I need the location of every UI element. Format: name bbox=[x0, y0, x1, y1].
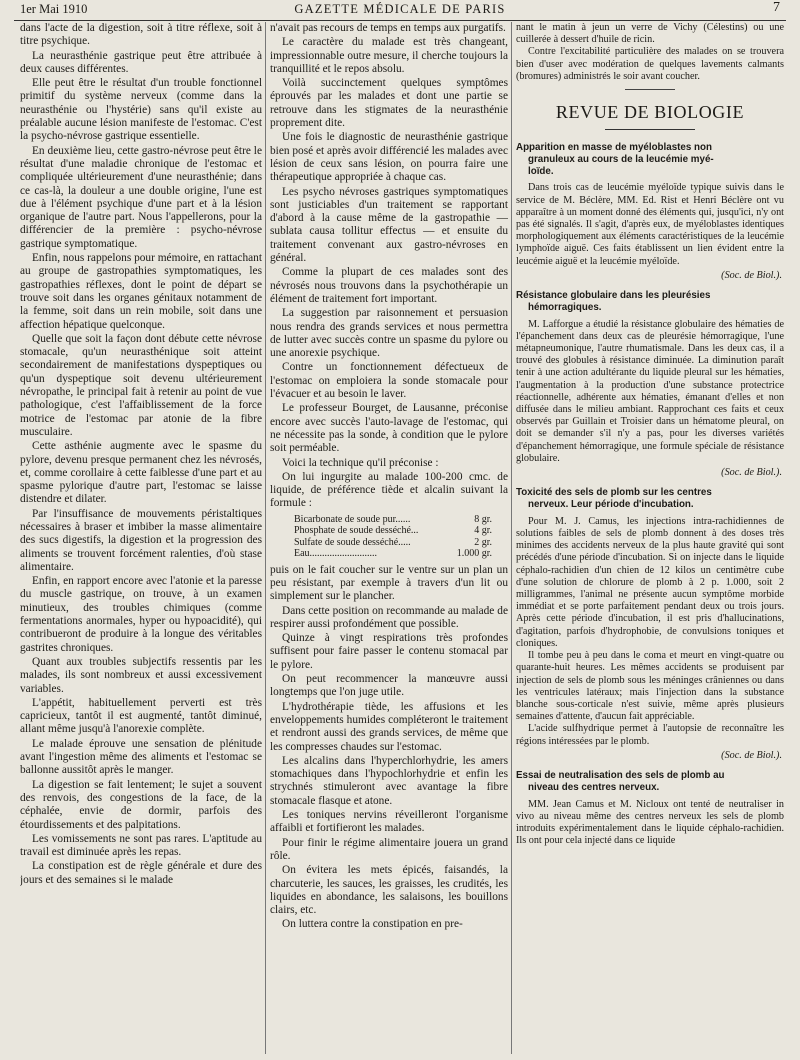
formula-table bbox=[294, 514, 508, 560]
formula-quantity: 8 gr. bbox=[474, 513, 492, 525]
column-divider bbox=[265, 22, 266, 1054]
article-source: (Soc. de Biol.). bbox=[721, 269, 782, 281]
paragraph: nant le matin à jeun un verre de Vichy (Célestins) ou une cuillerée à dessert d'huile de ricin. bbox=[516, 22, 784, 46]
section-title: REVUE DE BIOLOGIE bbox=[555, 102, 745, 123]
article bbox=[516, 142, 784, 282]
paragraph: Contre l'excitabilité particulière des malades on se trouvera bien d'user avec modération de quelques lavements calmants (bromures) administrés le soir avant coucher. bbox=[516, 46, 784, 82]
separator-rule bbox=[625, 89, 675, 90]
article-title-line: Résistance globulaire dans les pleurésies bbox=[516, 290, 711, 302]
paragraph: Le caractère du malade est très changeant, impressionnable outre mesure, il cherche toujours la tranquillité et le repos absolu. bbox=[270, 36, 508, 75]
paragraph: En deuxième lieu, cette gastro-névrose peut être le résultat d'une maladie chronique de l'estomac et compliquée ultérieurement d'une neurasthénie; dans ce cas-là, la douleur a une double origine, l'une est due à l'élément psychique d'une part et à la lésion organique de l'autre part. Nous l'appellerons, pour la différencier de la première : psycho-névrose gastrique symptomatique. bbox=[20, 144, 262, 250]
paragraph: La suggestion par raisonnement et persuasion nous rendra des grands services et nous permettra de lutter avec succès contre un spasme du pylore ou une anorexie psychique. bbox=[270, 307, 508, 360]
column-2-text-top bbox=[270, 22, 508, 511]
paragraph: Le malade éprouve une sensation de plénitude avant l'ingestion même des aliments et l'estomac se ballonne aussitôt après le manger. bbox=[20, 737, 262, 777]
article-source: (Soc. de Biol.). bbox=[721, 467, 782, 479]
page-number: 7 bbox=[773, 0, 780, 15]
article-paragraph: Dans trois cas de leucémie myéloïde typique suivis dans le service de M. Béclère, MM. Ed. Rist et Henri Béclère ont vu apparaître à un moment donné des éléments qui, jusqu'ici, n'y ont pas été signalés. Il s'agit, d'après eux, de myéloblastes identiques morphologiquement aux éléments caractéristiques de la leucémie lymphoïde aiguë. Ces faits établissent un lien évident entre la leucémie aiguë et la leucémie myéloïde. bbox=[516, 182, 784, 267]
column-2-text-bottom bbox=[270, 564, 508, 932]
paragraph: Comme la plupart de ces malades sont des névrosés nous trouvons dans la psychothérapie un élément de traitement fort important. bbox=[270, 266, 508, 305]
paragraph: Voilà succinctement quelques symptômes éprouvés par les malades et dont une partie se retrouve dans les stigmates de la neurasthénie proprement dite. bbox=[270, 77, 508, 130]
article-paragraph: M. Lafforgue a étudié la résistance globulaire des hématies de l'épanchement dans deux cas de pleurésie hémorragique, l'une métapneumonique, l'autre rhumatismale. Dans les deux cas, il a trouvé des globules à résistance diminuée. La diminution paraît tenir à une action adultérante du liquide pleural sur les hématies, l'augmentation à la production d'une substance protectrice réactionnelle, adhérente aux hématies, émanant d'elles et non diffusée dans le milieu ambiant. Rapprochant ces faits et ceux observés par Guillain et Troisier dans un hématome pleural, on doit se demander s'il n'y a pas, pour les diverses variétés d'épanchement hémorragique, une formule spéciale de résistance globulaire. bbox=[516, 318, 784, 464]
paragraph: Contre un fonctionnement défectueux de l'estomac on emploiera la sonde stomacale pour l'évacuer et au besoin le laver. bbox=[270, 361, 508, 401]
column-1 bbox=[20, 22, 262, 1054]
paragraph: L'hydrothérapie tiède, les affusions et les enveloppements humides compléteront le traitement et rendront aussi des grands services, de même que les compresses chaudes sur l'estomac. bbox=[270, 700, 508, 753]
article-paragraph: Pour M. J. Camus, les injections intra-rachidiennes de solutions faibles de sels de plomb donnent à des doses très minimes des accidents nerveux de la plus haute gravité qui sont précédés d'une période d'incubation. Si on injecte dans le liquide céphalo-rachidien d'un chien de 12 kilos un centimètre cube d'une solution de chlorure de plomb à 2 p. 1.000, soit 2 milligrammes, l'animal ne présente aucun symptôme morbide immédiat et se porte parfaitement pendant deux ou trois jours. Après cette période d'incubation, il est pris d'hallucinations, d'agitation, parfois d'hydrophobie, de convulsions toniques et cloniques. bbox=[516, 515, 784, 649]
paragraph: On luttera contre la constipation en pre- bbox=[282, 918, 463, 931]
paragraph: La neurasthénie gastrique peut être attribuée à deux causes différentes. bbox=[20, 49, 262, 75]
article-title-line: Toxicité des sels de plomb sur les centres bbox=[516, 487, 712, 499]
article-title bbox=[516, 487, 784, 511]
paragraph: Les vomissements ne sont pas rares. L'aptitude au travail est diminuée après les repas. bbox=[20, 832, 262, 859]
issue-date: 1er Mai 1910 bbox=[20, 2, 88, 16]
paragraph: Quant aux troubles subjectifs ressentis par les malades, ils sont nombreux et aussi excessivement variables. bbox=[20, 655, 262, 695]
article-paragraph: L'acide sulfhydrique permet à l'autopsie de reconnaître les régions intéressées par le plomb. bbox=[516, 723, 784, 747]
formula-ingredient: Sulfate de soude desséché..... bbox=[294, 536, 411, 548]
paragraph: Le professeur Bourget, de Lausanne, préconise encore avec succès l'auto-lavage de l'estomac, qui ne nécessite pas la sonde, à condition que le pylore soit perméable. bbox=[270, 402, 508, 455]
formula-ingredient: Phosphate de soude desséché... bbox=[294, 525, 419, 537]
article-title bbox=[516, 290, 784, 314]
column-3-text-top bbox=[516, 22, 784, 83]
formula-quantity: 1.000 gr. bbox=[456, 548, 492, 560]
paragraph: dans l'acte de la digestion, soit à titre réflexe, soit à titre psychique. bbox=[20, 22, 262, 48]
paragraph: Une fois le diagnostic de neurasthénie gastrique bien posé et après avoir différencié les malades avec lésion de ceux sans lésion, on pourra faire une thérapeutique appropriée à chaque cas. bbox=[270, 131, 508, 184]
paragraph: Pour finir le régime alimentaire jouera un grand rôle. bbox=[270, 836, 508, 862]
column-3 bbox=[516, 22, 784, 1054]
paragraph: Les psycho névroses gastriques symptomatiques sont justiciables d'un traitement se rapportant d'abord à la cause même de la gastropathie — sublata causa tollitur effectus — et ensuite du traitement convenant aux gastro-névroses en général. bbox=[270, 185, 508, 265]
formula-ingredient: Bicarbonate de soude pur...... bbox=[294, 513, 411, 525]
article-title-line: granuleux au cours de la leucémie myé- bbox=[528, 153, 714, 165]
article bbox=[516, 770, 784, 847]
article-title-line: Apparition en masse de myéloblastes non bbox=[516, 142, 712, 154]
paragraph: Les alcalins dans l'hyperchlorhydrie, les amers stomachiques dans l'hypochlorhydrie et enfin les strychnés stimuleront avec avantage la fibre stomacale flasque et atone. bbox=[270, 754, 508, 807]
biology-articles bbox=[516, 142, 784, 847]
formula-row bbox=[294, 525, 492, 537]
paragraph: Par l'insuffisance de mouvements péristaltiques nécessaires à braser et imbiber la masse alimentaire des sucs digestifs, la digestion et la progression des aliments se trouvent forcément ralenties, d'où stase alimentaire. bbox=[20, 507, 262, 573]
article-paragraph: MM. Jean Camus et M. Nicloux ont tenté de neutraliser in vivo au niveau même des centres nerveux les sels de plomb introduits expérimentalement dans le liquide céphalo-rachidien. Ils ont pour cela injecté dans ce liquide bbox=[516, 798, 784, 847]
paragraph: On peut recommencer la manœuvre aussi longtemps que l'on juge utile. bbox=[270, 673, 508, 699]
article bbox=[516, 487, 784, 762]
section-title-rule bbox=[605, 129, 695, 130]
formula-row bbox=[294, 548, 492, 560]
article-title-line: niveau des centres nerveux. bbox=[528, 781, 660, 793]
header-rule bbox=[14, 20, 786, 21]
paragraph: Quelle que soit la façon dont débute cette névrose stomacale, qu'un neurasthénique soit atteint secondairement de manifestations dyspeptiques ou qu'un dyspeptique soit devenu ultérieurement névropathe, le principal fait à retenir au point de vue pathologique, c'est l'affaiblissement de la force motrice de l'estomac par atonie de la fibre musculaire. bbox=[20, 332, 262, 438]
article-title-line: hémorragiques. bbox=[528, 301, 602, 313]
paragraph: Les toniques nervins réveilleront l'organisme affaibli et fortifieront les malades. bbox=[270, 809, 508, 835]
paragraph: Elle peut être le résultat d'un trouble fonctionnel primitif du système nerveux (comme dans la neurasthénie ou l'hystérie) sans qu'il existe au préalable aucune lésion manifeste de l'estomac. C'est la psycho-névrose gastrique essentielle. bbox=[20, 77, 262, 143]
formula-row bbox=[294, 537, 492, 549]
article-title-line: nerveux. Leur période d'incubation. bbox=[528, 499, 694, 511]
article-title bbox=[516, 770, 784, 794]
paragraph: Enfin, nous rappelons pour mémoire, en rattachant au groupe de gastropathies symptomatiques, les gastropathies réflexes, dont le point de départ se trouve soit dans les organes génitaux notamment de la femme, soit dans un rein mobile, soit dans une affection hépatique quelconque. bbox=[20, 252, 262, 331]
paragraph: On lui ingurgite au malade 100-200 cmc. de liquide, de préférence tiède et alcalin suivant la formule : bbox=[270, 470, 508, 510]
paragraph: Enfin, en rapport encore avec l'atonie et la paresse du muscle gastrique, on trouve, à un examen minutieux, des troubles chimiques (comme fermentations anormales, hyper ou hypoacidité), qui contribueront de produire à la longue des véritables gastrites chroniques. bbox=[20, 575, 262, 654]
article-title-line: loïde. bbox=[528, 165, 554, 177]
column-divider bbox=[511, 22, 512, 1054]
article-source: (Soc. de Biol.). bbox=[721, 749, 782, 761]
formula-row bbox=[294, 514, 492, 526]
paragraph: On évitera les mets épicés, faisandés, la charcuterie, les sauces, les graisses, les crudités, les liquides en abondance, les salaisons, les bouillons clairs, etc. bbox=[270, 864, 508, 917]
paragraph: n'avait pas recours de temps en temps aux purgatifs. bbox=[270, 22, 506, 34]
paragraph: L'appétit, habituellement perverti est très capricieux, tantôt il est augmenté, tantôt diminué, allant même jusqu'à l'anorexie complète. bbox=[20, 696, 262, 736]
paragraph: Quinze à vingt respirations très profondes suffisent pour faire passer le contenu stomacal par le pylore. bbox=[270, 632, 508, 671]
formula-ingredient: Eau........................... bbox=[294, 548, 378, 560]
paragraph: Voici la technique qu'il préconise : bbox=[282, 456, 439, 469]
paragraph: Cette asthénie augmente avec le spasme du pylore, devenu presque permanent chez les névrosés, et, comme corollaire à cette faiblesse d'une part et au spasme pylorique d'autre part, l'estomac se laisse distendre et dilater. bbox=[20, 440, 262, 506]
paragraph: La constipation est de règle générale et dure des jours et des semaines si le malade bbox=[20, 860, 262, 886]
article-title bbox=[516, 142, 784, 177]
formula-quantity: 2 gr. bbox=[474, 536, 492, 548]
page-header bbox=[14, 0, 786, 22]
article-title-line: Essai de neutralisation des sels de plomb au bbox=[516, 769, 725, 781]
paragraph: La digestion se fait lentement; le sujet a souvent des renvois, des congestions de la face, de la céphalée, envie de dormir, parfois des étourdissements et des palpitations. bbox=[20, 778, 262, 831]
journal-title: GAZETTE MÉDICALE DE PARIS bbox=[294, 2, 506, 16]
paragraph: Dans cette position on recommande au malade de respirer aussi profondément que possible. bbox=[270, 604, 508, 630]
paragraph: puis on le fait coucher sur le ventre sur un plan un peu résistant, par exemple à travers d'un lit ou simplement sur le plancher. bbox=[270, 563, 508, 603]
formula-quantity: 4 gr. bbox=[474, 525, 492, 537]
column-2 bbox=[270, 22, 508, 1054]
article-paragraph: Il tombe peu à peu dans le coma et meurt en vingt-quatre ou quarante-huit heures. Les mêmes accidents se produisent par injection de sels de plomb sous les méninges crâniennes ou dans les ventricules latéraux; mais l'injection dans la substance blanche sous-corticale n'est suivie, même après plusieurs semaines d'attente, d'aucun fait appréciable. bbox=[516, 650, 784, 723]
article bbox=[516, 290, 784, 479]
